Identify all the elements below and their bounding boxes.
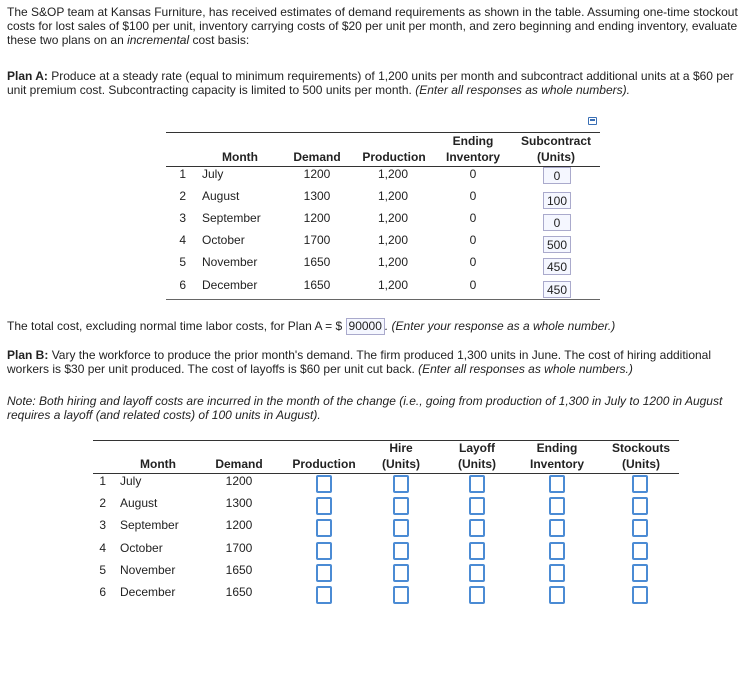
table-a-header-ending-2: Inventory [445, 150, 500, 164]
plan-a-label: Plan A: [7, 69, 48, 83]
table-b-demand: 1200 [225, 474, 253, 488]
layoff-units-input[interactable] [469, 497, 485, 515]
plan-a-instruction: (Enter all responses as whole numbers). [415, 83, 630, 97]
table-a-row-number: 2 [179, 189, 186, 203]
plan-a-text: Produce at a steady rate (equal to minimum requirements) of 1,200 units per month and subcontract additional units at a $60 per unit premium cost. Subcontracting capacity is limited to 500 units per month. [7, 69, 734, 97]
layoff-units-input[interactable] [469, 519, 485, 537]
table-a-row-number: 1 [179, 167, 186, 181]
table-b-row-number: 1 [99, 474, 106, 488]
table-a-subcontract-answer[interactable]: 100 [543, 192, 571, 209]
hire-units-input[interactable] [393, 542, 409, 560]
table-a-month: July [202, 167, 224, 181]
table-a-month: August [202, 189, 240, 203]
production-input[interactable] [316, 542, 332, 560]
table-a-month: December [202, 278, 258, 292]
table-a-subcontract-answer[interactable]: 450 [543, 258, 571, 275]
table-b-demand: 1650 [225, 585, 253, 599]
stockouts-units-input[interactable] [632, 542, 648, 560]
stockouts-units-input[interactable] [632, 497, 648, 515]
stockouts-units-input[interactable] [632, 564, 648, 582]
plan-a-paragraph [7, 69, 749, 97]
production-input[interactable] [316, 586, 332, 604]
table-b-header-ending-1: Ending [536, 441, 578, 455]
table-a-demand: 1200 [303, 211, 331, 225]
ending-inventory-input[interactable] [549, 497, 565, 515]
table-a-ending-inventory: 0 [469, 255, 477, 269]
table-b-demand: 1300 [225, 496, 253, 510]
layoff-units-input[interactable] [469, 475, 485, 493]
hire-units-input[interactable] [393, 497, 409, 515]
table-a-header-ending-1: Ending [452, 134, 494, 148]
layoff-units-input[interactable] [469, 586, 485, 604]
hire-units-input[interactable] [393, 519, 409, 537]
ending-inventory-input[interactable] [549, 542, 565, 560]
table-a-row-number: 5 [179, 255, 186, 269]
table-b-header-stockouts-1: Stockouts [611, 441, 670, 455]
hire-units-input[interactable] [393, 475, 409, 493]
plan-b-note: Note: Both hiring and layoff costs are incurred in the month of the change (i.e., going from production of 1,300 in July to 1200 in August requires a layoff (and related costs) of 100 units in August). [7, 394, 723, 422]
table-a-production: 1,200 [377, 233, 409, 247]
production-input[interactable] [316, 564, 332, 582]
layoff-units-input[interactable] [469, 564, 485, 582]
production-input[interactable] [316, 497, 332, 515]
table-b-demand: 1700 [225, 541, 253, 555]
table-a-ending-inventory: 0 [469, 211, 477, 225]
table-a-month: October [202, 233, 245, 247]
table-b-header-hire-1: Hire [389, 441, 413, 455]
table-a-subcontract-answer[interactable]: 0 [543, 167, 571, 184]
total-cost-answer[interactable]: 90000 [346, 318, 385, 335]
table-b-month: September [120, 518, 179, 532]
table-b-demand: 1200 [225, 518, 253, 532]
table-b-month: October [120, 541, 163, 555]
table-a-ending-inventory: 0 [469, 233, 477, 247]
plan-b-paragraph [7, 348, 749, 376]
table-a-ending-inventory: 0 [469, 278, 477, 292]
table-a-subcontract-answer[interactable]: 450 [543, 281, 571, 298]
table-a-month: November [202, 255, 258, 269]
total-cost-prefix: The total cost, excluding normal time labor costs, for Plan A = $ [7, 319, 343, 333]
intro-italic: incremental [127, 33, 190, 47]
table-b-header-layoff-1: Layoff [459, 441, 495, 455]
table-b-header-stockouts-2: (Units) [622, 457, 660, 471]
calculator-icon[interactable] [588, 117, 597, 125]
table-a-subcontract-answer[interactable]: 0 [543, 214, 571, 231]
plan-b-text: Vary the workforce to produce the prior month's demand. The firm produced 1,300 units in June. The cost of hiring additional workers is $30 per unit produced. The cost of layoffs is $60 per unit cut back. [7, 348, 712, 376]
table-a-production: 1,200 [377, 211, 409, 225]
table-a-row-number: 3 [179, 211, 186, 225]
ending-inventory-input[interactable] [549, 519, 565, 537]
intro-paragraph [7, 5, 749, 47]
table-b-header-hire-2: (Units) [382, 457, 420, 471]
table-a-header-demand: Demand [293, 150, 341, 164]
table-a-production: 1,200 [377, 278, 409, 292]
table-a-subcontract-answer[interactable]: 500 [543, 236, 571, 253]
table-b-month: November [120, 563, 176, 577]
stockouts-units-input[interactable] [632, 519, 648, 537]
table-b-row-number: 2 [99, 496, 106, 510]
stockouts-units-input[interactable] [632, 586, 648, 604]
table-b-header-layoff-2: (Units) [458, 457, 496, 471]
total-cost-instruction: . (Enter your response as a whole number.) [384, 319, 616, 333]
table-a-production: 1,200 [377, 167, 409, 181]
ending-inventory-input[interactable] [549, 586, 565, 604]
table-a-header-production: Production [362, 150, 426, 164]
hire-units-input[interactable] [393, 564, 409, 582]
table-b-row-number: 5 [99, 563, 106, 577]
production-input[interactable] [316, 519, 332, 537]
table-b-header-ending-2: Inventory [529, 457, 584, 471]
table-a-ending-inventory: 0 [469, 167, 477, 181]
production-input[interactable] [316, 475, 332, 493]
table-a-header-subcontract-1: Subcontract [520, 134, 591, 148]
table-a-production: 1,200 [377, 189, 409, 203]
table-a-demand: 1650 [303, 278, 331, 292]
table-b-row-number: 4 [99, 541, 106, 555]
ending-inventory-input[interactable] [549, 564, 565, 582]
table-b-row-number: 6 [99, 585, 106, 599]
table-b-header-demand: Demand [215, 457, 263, 471]
table-a-demand: 1650 [303, 255, 331, 269]
plan-b-instruction: (Enter all responses as whole numbers.) [418, 362, 633, 376]
table-a-production: 1,200 [377, 255, 409, 269]
total-cost-line [7, 318, 615, 335]
table-a-demand: 1200 [303, 167, 331, 181]
intro-end: cost basis: [192, 33, 250, 47]
table-b-month: July [120, 474, 142, 488]
table-a-demand: 1700 [303, 233, 331, 247]
intro-text: The S&OP team at Kansas Furniture, has received estimates of demand requirements as shown in the table. Assuming one-time stockout costs for lost sales of $100 per unit, inventory carrying costs of $20 per unit per month, and zero beginning and ending inventory, evaluate these two plans on an [7, 5, 738, 47]
table-a-header-month: Month [222, 150, 258, 164]
table-a-row-number: 6 [179, 278, 186, 292]
table-a-demand: 1300 [303, 189, 331, 203]
table-b-header-production: Production [292, 457, 356, 471]
table-a-row-number: 4 [179, 233, 186, 247]
layoff-units-input[interactable] [469, 542, 485, 560]
table-a-header-subcontract-2: (Units) [537, 150, 575, 164]
plan-b-label: Plan B: [7, 348, 49, 362]
hire-units-input[interactable] [393, 586, 409, 604]
table-a-bottom-rule [166, 299, 600, 300]
table-b-demand: 1650 [225, 563, 253, 577]
table-a-ending-inventory: 0 [469, 189, 477, 203]
stockouts-units-input[interactable] [632, 475, 648, 493]
table-b-row-number: 3 [99, 518, 106, 532]
table-a-month: September [202, 211, 261, 225]
table-b-header-month: Month [140, 457, 176, 471]
table-b-month: August [120, 496, 158, 510]
ending-inventory-input[interactable] [549, 475, 565, 493]
table-b-month: December [120, 585, 176, 599]
